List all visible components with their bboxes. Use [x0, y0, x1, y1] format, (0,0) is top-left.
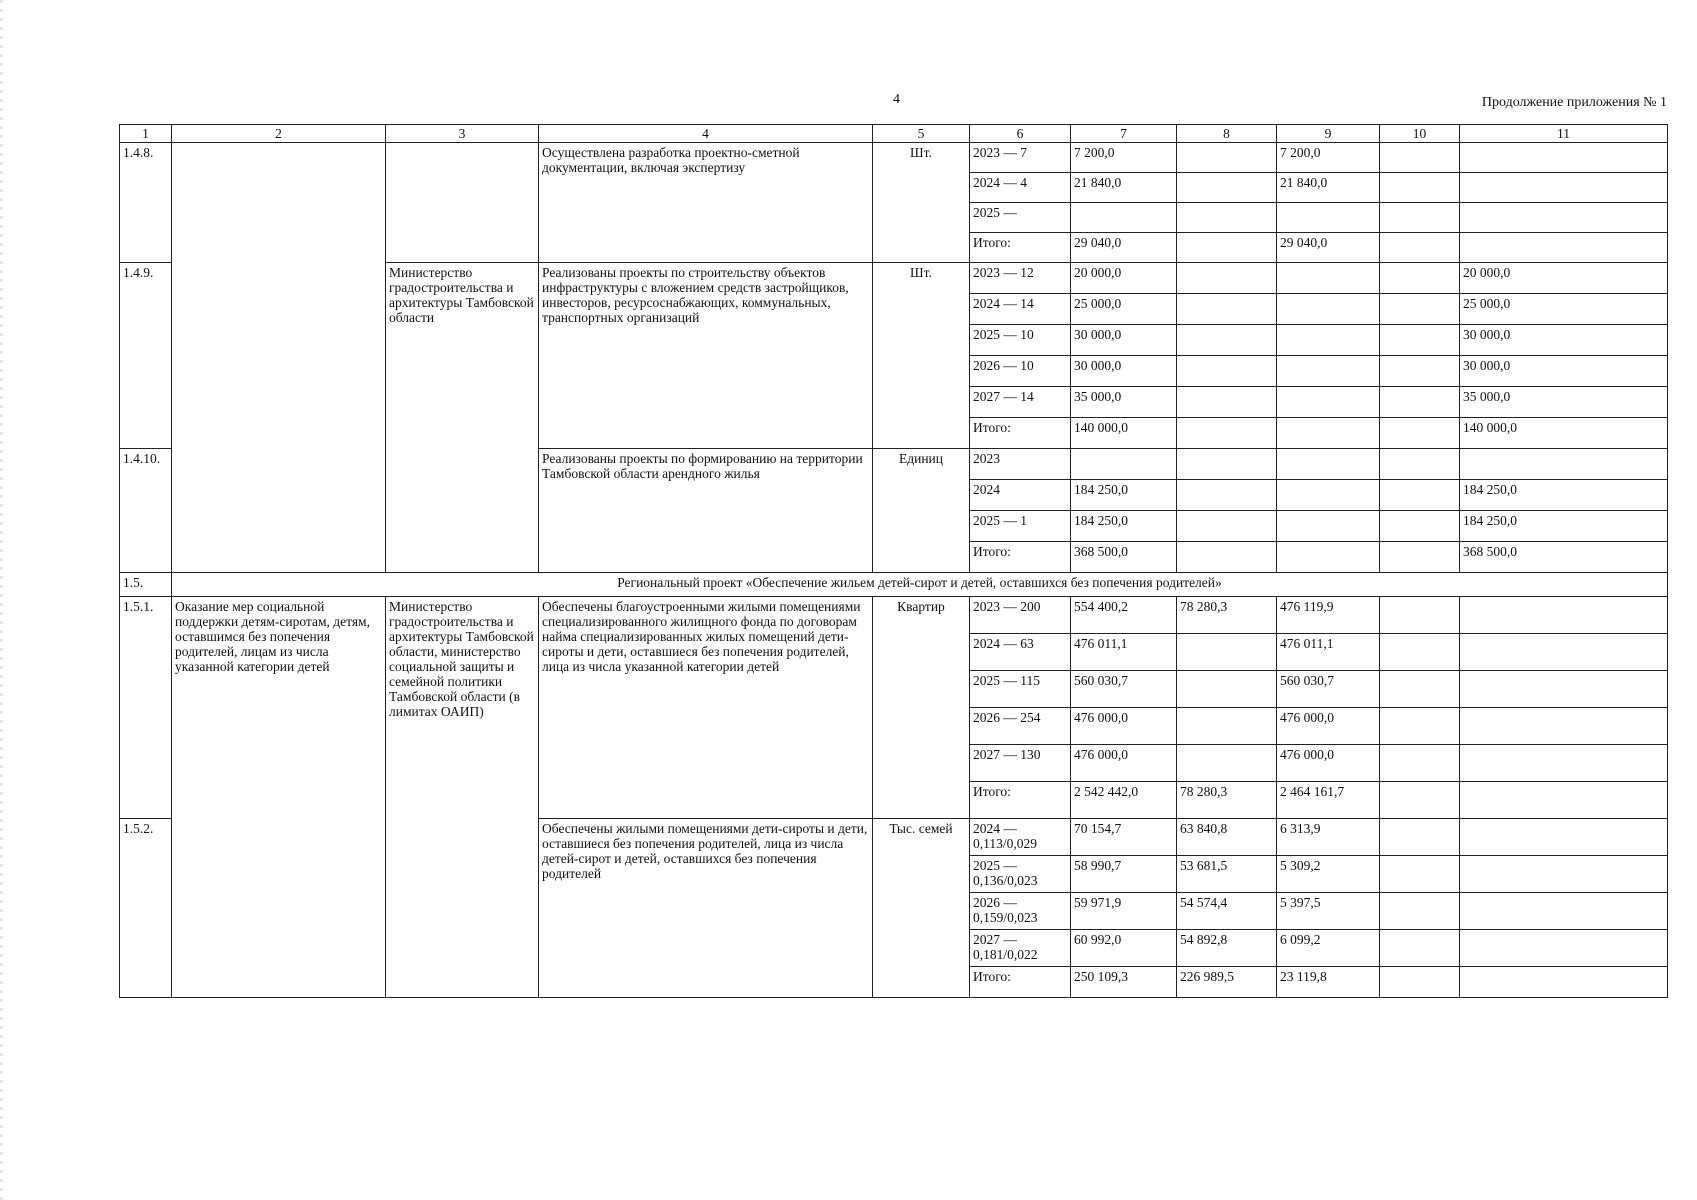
value-cell [1277, 542, 1380, 573]
column-header: 1 [120, 125, 172, 143]
value-cell [1460, 173, 1668, 203]
column-header: 2 [172, 125, 386, 143]
value-cell [1277, 480, 1380, 511]
value-cell: 30 000,0 [1071, 356, 1177, 387]
value-cell: 78 280,3 [1177, 782, 1277, 819]
continuation-label: Продолжение приложения № 1 [1481, 95, 1667, 110]
value-cell: 476 000,0 [1277, 745, 1380, 782]
value-cell: 23 119,8 [1277, 967, 1380, 998]
result-description: Обеспечены жилыми помещениями дети-сироты и дети, оставшиеся без попечения родителей, лица из числа детей-сирот и детей, оставшихся без попечения родителей [539, 819, 873, 998]
column-header: 5 [873, 125, 970, 143]
year-cell: 2024 — 14 [970, 294, 1071, 325]
value-cell [1277, 356, 1380, 387]
year-cell: 2025 — 0,136/0,023 [970, 856, 1071, 893]
value-cell [1177, 263, 1277, 294]
value-cell [1380, 143, 1460, 173]
value-cell [1177, 542, 1277, 573]
value-cell [1380, 634, 1460, 671]
appendix-table [119, 124, 1668, 998]
value-cell [1380, 387, 1460, 418]
result-description: Реализованы проекты по формированию на территории Тамбовской области арендного жилья [539, 449, 873, 573]
value-cell [1380, 597, 1460, 634]
value-cell: 184 250,0 [1460, 511, 1668, 542]
result-description: Реализованы проекты по строительству объектов инфраструктуры с вложением средств застройщиков, инвесторов, ресурсоснабжающих, коммунальных, транспортных организаций [539, 263, 873, 449]
value-cell [1177, 708, 1277, 745]
year-cell: 2023 — 200 [970, 597, 1071, 634]
year-cell: 2026 — 0,159/0,023 [970, 893, 1071, 930]
value-cell [1380, 233, 1460, 263]
value-cell: 58 990,7 [1071, 856, 1177, 893]
value-cell [1177, 418, 1277, 449]
value-cell: 250 109,3 [1071, 967, 1177, 998]
value-cell [1460, 967, 1668, 998]
value-cell: 78 280,3 [1177, 597, 1277, 634]
row-number: 1.5.2. [120, 819, 172, 998]
column-header: 11 [1460, 125, 1668, 143]
value-cell [1380, 967, 1460, 998]
value-cell [1460, 634, 1668, 671]
value-cell: 20 000,0 [1071, 263, 1177, 294]
year-cell: 2024 — 0,113/0,029 [970, 819, 1071, 856]
result-description: Обеспечены благоустроенными жилыми помещениями специализированного жилищного фонда по договорам найма специализированных жилых помещений дети-сироты и дети, оставшиеся без попечения родителей, лица из числа указанной категории детей [539, 597, 873, 819]
value-cell [1177, 173, 1277, 203]
unit-cell: Шт. [873, 263, 970, 449]
value-cell [1380, 745, 1460, 782]
value-cell: 6 099,2 [1277, 930, 1380, 967]
value-cell [1460, 893, 1668, 930]
value-cell [1380, 671, 1460, 708]
row-number: 1.4.10. [120, 449, 172, 573]
value-cell [1380, 542, 1460, 573]
page-number: 4 [893, 92, 900, 107]
value-cell [1177, 143, 1277, 173]
value-cell [1277, 294, 1380, 325]
value-cell [1380, 418, 1460, 449]
column-header: 10 [1380, 125, 1460, 143]
value-cell [1380, 203, 1460, 233]
section-title: Региональный проект «Обеспечение жильем детей-сирот и детей, оставшихся без попечения родителей» [172, 573, 1668, 597]
value-cell [1380, 782, 1460, 819]
value-cell [1177, 449, 1277, 480]
value-cell [1177, 325, 1277, 356]
value-cell: 2 542 442,0 [1071, 782, 1177, 819]
value-cell: 226 989,5 [1177, 967, 1277, 998]
value-cell [1380, 449, 1460, 480]
year-cell: 2027 — 14 [970, 387, 1071, 418]
value-cell [1277, 203, 1380, 233]
value-cell: 25 000,0 [1460, 294, 1668, 325]
value-cell [1277, 263, 1380, 294]
value-cell: 54 574,4 [1177, 893, 1277, 930]
value-cell [1460, 143, 1668, 173]
value-cell [1177, 233, 1277, 263]
value-cell [1460, 597, 1668, 634]
value-cell: 29 040,0 [1071, 233, 1177, 263]
responsible-cell [386, 143, 539, 263]
value-cell: 53 681,5 [1177, 856, 1277, 893]
unit-cell: Шт. [873, 143, 970, 263]
value-cell [1460, 930, 1668, 967]
value-cell: 184 250,0 [1071, 480, 1177, 511]
value-cell: 560 030,7 [1071, 671, 1177, 708]
column-header: 4 [539, 125, 873, 143]
value-cell: 184 250,0 [1460, 480, 1668, 511]
value-cell: 476 000,0 [1277, 708, 1380, 745]
value-cell [1380, 263, 1460, 294]
value-cell [1460, 233, 1668, 263]
year-cell: 2023 — 7 [970, 143, 1071, 173]
value-cell: 476 011,1 [1071, 634, 1177, 671]
table-row [120, 597, 1668, 634]
year-cell: 2025 — 1 [970, 511, 1071, 542]
value-cell: 35 000,0 [1460, 387, 1668, 418]
value-cell: 184 250,0 [1071, 511, 1177, 542]
value-cell [1177, 634, 1277, 671]
row-number: 1.4.9. [120, 263, 172, 449]
row-number: 1.4.8. [120, 143, 172, 263]
value-cell [1460, 449, 1668, 480]
value-cell [1277, 418, 1380, 449]
scan-edge-artifact [0, 0, 3, 1200]
value-cell [1177, 480, 1277, 511]
year-cell: 2026 — 10 [970, 356, 1071, 387]
value-cell: 5 309,2 [1277, 856, 1380, 893]
value-cell: 21 840,0 [1071, 173, 1177, 203]
value-cell [1380, 819, 1460, 856]
table-row [120, 143, 1668, 173]
year-cell: 2025 — 115 [970, 671, 1071, 708]
year-cell: Итого: [970, 542, 1071, 573]
value-cell [1177, 203, 1277, 233]
value-cell [1460, 819, 1668, 856]
column-header: 8 [1177, 125, 1277, 143]
year-cell: 2024 [970, 480, 1071, 511]
value-cell: 2 464 161,7 [1277, 782, 1380, 819]
year-cell: 2023 — 12 [970, 263, 1071, 294]
year-cell: 2025 — [970, 203, 1071, 233]
value-cell [1380, 294, 1460, 325]
value-cell: 60 992,0 [1071, 930, 1177, 967]
value-cell [1380, 511, 1460, 542]
year-cell: 2027 — 130 [970, 745, 1071, 782]
value-cell [1380, 173, 1460, 203]
value-cell: 25 000,0 [1071, 294, 1177, 325]
value-cell [1460, 745, 1668, 782]
measure-description: Оказание мер социальной поддержки детям-сиротам, детям, оставшимся без попечения родителей, лицам из числа указанной категории детей [172, 597, 386, 998]
responsible-cell: Министерство градостроительства и архитектуры Тамбовской области [386, 263, 539, 573]
value-cell [1071, 203, 1177, 233]
value-cell [1380, 708, 1460, 745]
year-cell: Итого: [970, 233, 1071, 263]
value-cell: 30 000,0 [1071, 325, 1177, 356]
value-cell: 368 500,0 [1460, 542, 1668, 573]
year-cell: 2025 — 10 [970, 325, 1071, 356]
value-cell: 30 000,0 [1460, 325, 1668, 356]
column-number-row [120, 125, 1668, 143]
row-number: 1.5.1. [120, 597, 172, 819]
value-cell [1177, 745, 1277, 782]
value-cell [1380, 356, 1460, 387]
value-cell [1380, 325, 1460, 356]
value-cell: 476 119,9 [1277, 597, 1380, 634]
section-row [120, 573, 1668, 597]
section-number: 1.5. [120, 573, 172, 597]
year-cell: 2024 — 4 [970, 173, 1071, 203]
value-cell [1071, 449, 1177, 480]
value-cell [1177, 511, 1277, 542]
value-cell [1177, 294, 1277, 325]
value-cell: 63 840,8 [1177, 819, 1277, 856]
value-cell [1460, 671, 1668, 708]
year-cell: 2027 — 0,181/0,022 [970, 930, 1071, 967]
value-cell [1277, 325, 1380, 356]
year-cell: 2023 [970, 449, 1071, 480]
value-cell: 560 030,7 [1277, 671, 1380, 708]
value-cell [1380, 930, 1460, 967]
unit-cell: Единиц [873, 449, 970, 573]
value-cell: 554 400,2 [1071, 597, 1177, 634]
value-cell [1177, 387, 1277, 418]
result-description: Осуществлена разработка проектно-сметной документации, включая экспертизу [539, 143, 873, 263]
value-cell: 476 000,0 [1071, 745, 1177, 782]
value-cell: 59 971,9 [1071, 893, 1177, 930]
value-cell [1460, 203, 1668, 233]
value-cell: 30 000,0 [1460, 356, 1668, 387]
year-cell: Итого: [970, 782, 1071, 819]
value-cell: 35 000,0 [1071, 387, 1177, 418]
value-cell [1277, 449, 1380, 480]
value-cell: 6 313,9 [1277, 819, 1380, 856]
value-cell: 5 397,5 [1277, 893, 1380, 930]
value-cell [1460, 856, 1668, 893]
value-cell [1177, 671, 1277, 708]
year-cell: 2026 — 254 [970, 708, 1071, 745]
year-cell: Итого: [970, 967, 1071, 998]
value-cell: 7 200,0 [1071, 143, 1177, 173]
column-header: 6 [970, 125, 1071, 143]
year-cell: Итого: [970, 418, 1071, 449]
value-cell: 29 040,0 [1277, 233, 1380, 263]
unit-cell: Квартир [873, 597, 970, 819]
value-cell [1277, 387, 1380, 418]
value-cell: 140 000,0 [1460, 418, 1668, 449]
value-cell [1380, 856, 1460, 893]
unit-cell: Тыс. семей [873, 819, 970, 998]
column-header: 9 [1277, 125, 1380, 143]
year-cell: 2024 — 63 [970, 634, 1071, 671]
value-cell: 368 500,0 [1071, 542, 1177, 573]
value-cell [1460, 708, 1668, 745]
value-cell: 21 840,0 [1277, 173, 1380, 203]
responsible-cell: Министерство градостроительства и архитектуры Тамбовской области, министерство социальной защиты и семейной политики Тамбовской области (в лимитах ОАИП) [386, 597, 539, 998]
value-cell [1380, 480, 1460, 511]
value-cell [1380, 893, 1460, 930]
value-cell [1277, 511, 1380, 542]
column-header: 3 [386, 125, 539, 143]
value-cell [1177, 356, 1277, 387]
value-cell: 476 000,0 [1071, 708, 1177, 745]
value-cell: 70 154,7 [1071, 819, 1177, 856]
column-header: 7 [1071, 125, 1177, 143]
value-cell [1460, 782, 1668, 819]
col2-cell [172, 143, 386, 573]
value-cell: 20 000,0 [1460, 263, 1668, 294]
value-cell: 7 200,0 [1277, 143, 1380, 173]
value-cell: 476 011,1 [1277, 634, 1380, 671]
value-cell: 54 892,8 [1177, 930, 1277, 967]
value-cell: 140 000,0 [1071, 418, 1177, 449]
